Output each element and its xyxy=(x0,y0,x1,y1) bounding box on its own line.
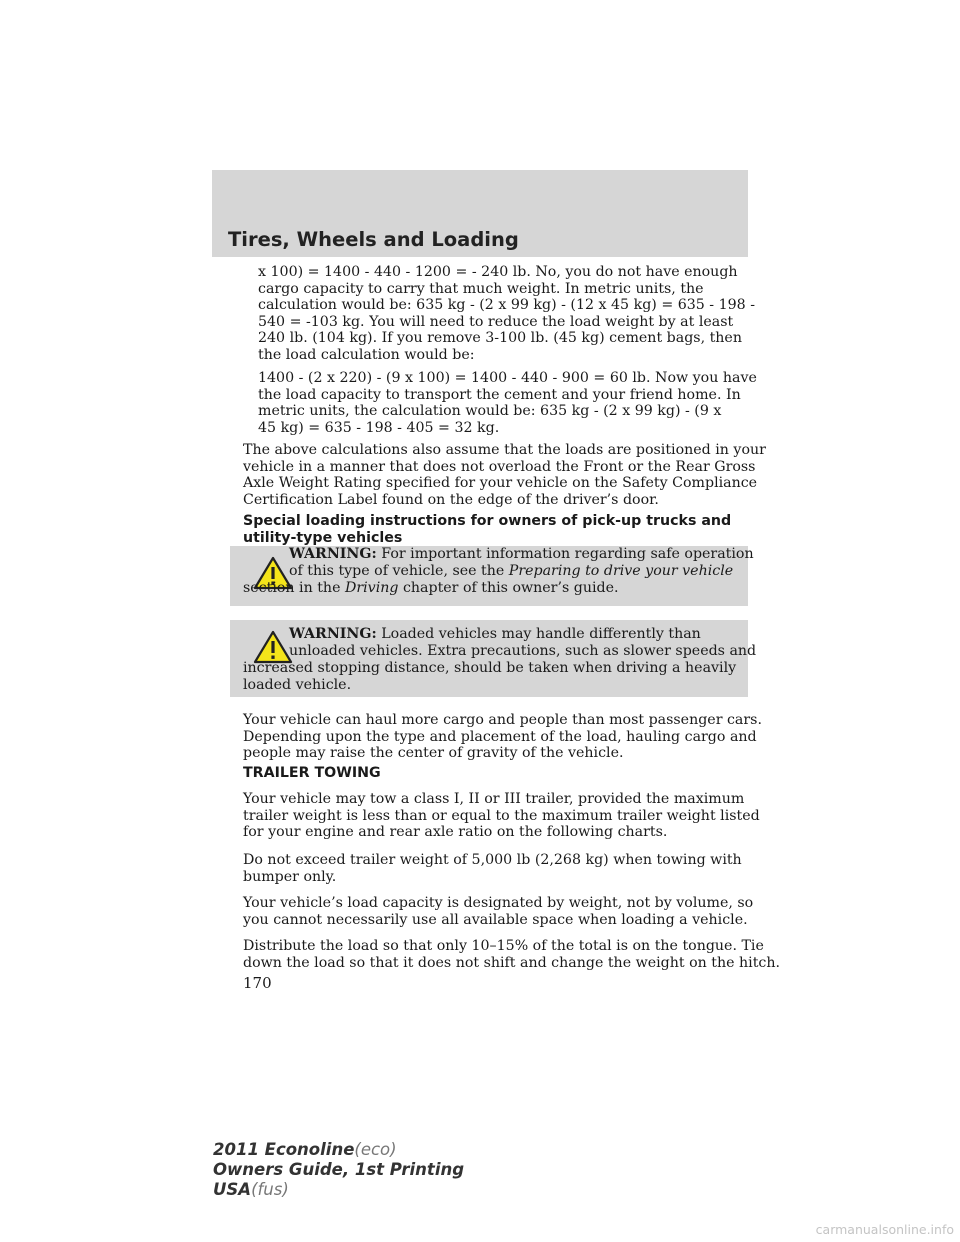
special-loading-heading: Special loading instructions for owners of pick-up trucks and utility-type vehicles xyxy=(243,513,732,546)
warning-2-line-3: increased stopping distance, should be taken when driving a heavily xyxy=(243,660,737,676)
section-title: Tires, Wheels and Loading xyxy=(228,228,519,251)
loads-position-paragraph: The above calculations also assume that the loads are positioned in your vehicle in a manner that does not overload the Front or the Rear Gross Axle Weight Rating specified for your vehicle on the Safety Compliance Certification Label found on the edge of the driver’s door. xyxy=(243,442,766,508)
warning-2-line-2: unloaded vehicles. Extra precautions, such as slower speeds and xyxy=(289,643,757,659)
warning-1-line-3: section in the Driving chapter of this owner’s guide. xyxy=(243,580,619,596)
calc-paragraph-1: x 100) = 1400 - 440 - 1200 = - 240 lb. No, you do not have enough cargo capacity to carry that much weight. In metric units, the calculation would be: 635 kg - (2 x 99 kg) - (12 x 45 kg) = 635 - 198 - 540 = -103 kg. You will need to reduce the load weight by at least 240 lb. (104 kg). If you remove 3-100 lb. (45 kg) cement bags, then the load calculation would be: xyxy=(258,264,755,363)
print-footer xyxy=(213,1140,464,1200)
load-capacity-paragraph: Your vehicle’s load capacity is designated by weight, not by volume, so you cannot necessarily use all available space when loading a vehicle. xyxy=(243,895,754,928)
footer-line-2: Owners Guide, 1st Printing xyxy=(213,1160,465,1179)
haul-cargo-paragraph: Your vehicle can haul more cargo and people than most passenger cars. Depending upon the type and placement of the load, hauling cargo and people may raise the center of gravity of the vehicle. xyxy=(243,712,762,762)
warning-label: WARNING: xyxy=(289,546,377,562)
trailer-towing-heading: TRAILER TOWING xyxy=(243,765,381,781)
distribute-load-paragraph: Distribute the load so that only 10–15% of the total is on the tongue. Tie down the load so that it does not shift and change the weight on the hitch. xyxy=(243,938,781,971)
warning-2-line-4: loaded vehicle. xyxy=(243,677,352,693)
warning-2-line-1: WARNING: Loaded vehicles may handle differently than xyxy=(289,626,701,642)
preparing-to-drive-reference: Preparing to drive your vehicle xyxy=(508,563,734,579)
calc-paragraph-2: 1400 - (2 x 220) - (9 x 100) = 1400 - 440 - 900 = 60 lb. Now you have the load capacity to transport the cement and your friend home. In metric units, the calculation would be: 635 kg - (2 x 99 kg) - (9 x 45 kg) = 635 - 198 - 405 = 32 kg. xyxy=(258,370,757,436)
warning-label: WARNING: xyxy=(289,626,377,642)
page-number: 170 xyxy=(243,974,272,992)
warning-triangle-icon xyxy=(253,630,293,664)
site-watermark: carmanualsonline.info xyxy=(815,1222,954,1237)
trailer-class-paragraph: Your vehicle may tow a class I, II or III trailer, provided the maximum trailer weight is less than or equal to the maximum trailer weight listed for your engine and rear axle ratio on the following charts. xyxy=(243,791,760,841)
warning-1-line-1: WARNING: For important information regarding safe operation xyxy=(289,546,754,562)
bumper-towing-paragraph: Do not exceed trailer weight of 5,000 lb (2,268 kg) when towing with bumper only. xyxy=(243,852,742,885)
footer-line-3: USA(fus) xyxy=(213,1180,289,1199)
warning-box-2 xyxy=(230,620,757,697)
warning-1-line-2: of this type of vehicle, see the Preparing to drive your vehicle xyxy=(289,563,734,579)
footer-line-1: 2011 Econoline(eco) xyxy=(213,1140,397,1159)
driving-chapter-reference: Driving xyxy=(344,580,399,596)
warning-box-1 xyxy=(230,546,754,606)
section-header-band xyxy=(212,170,748,257)
